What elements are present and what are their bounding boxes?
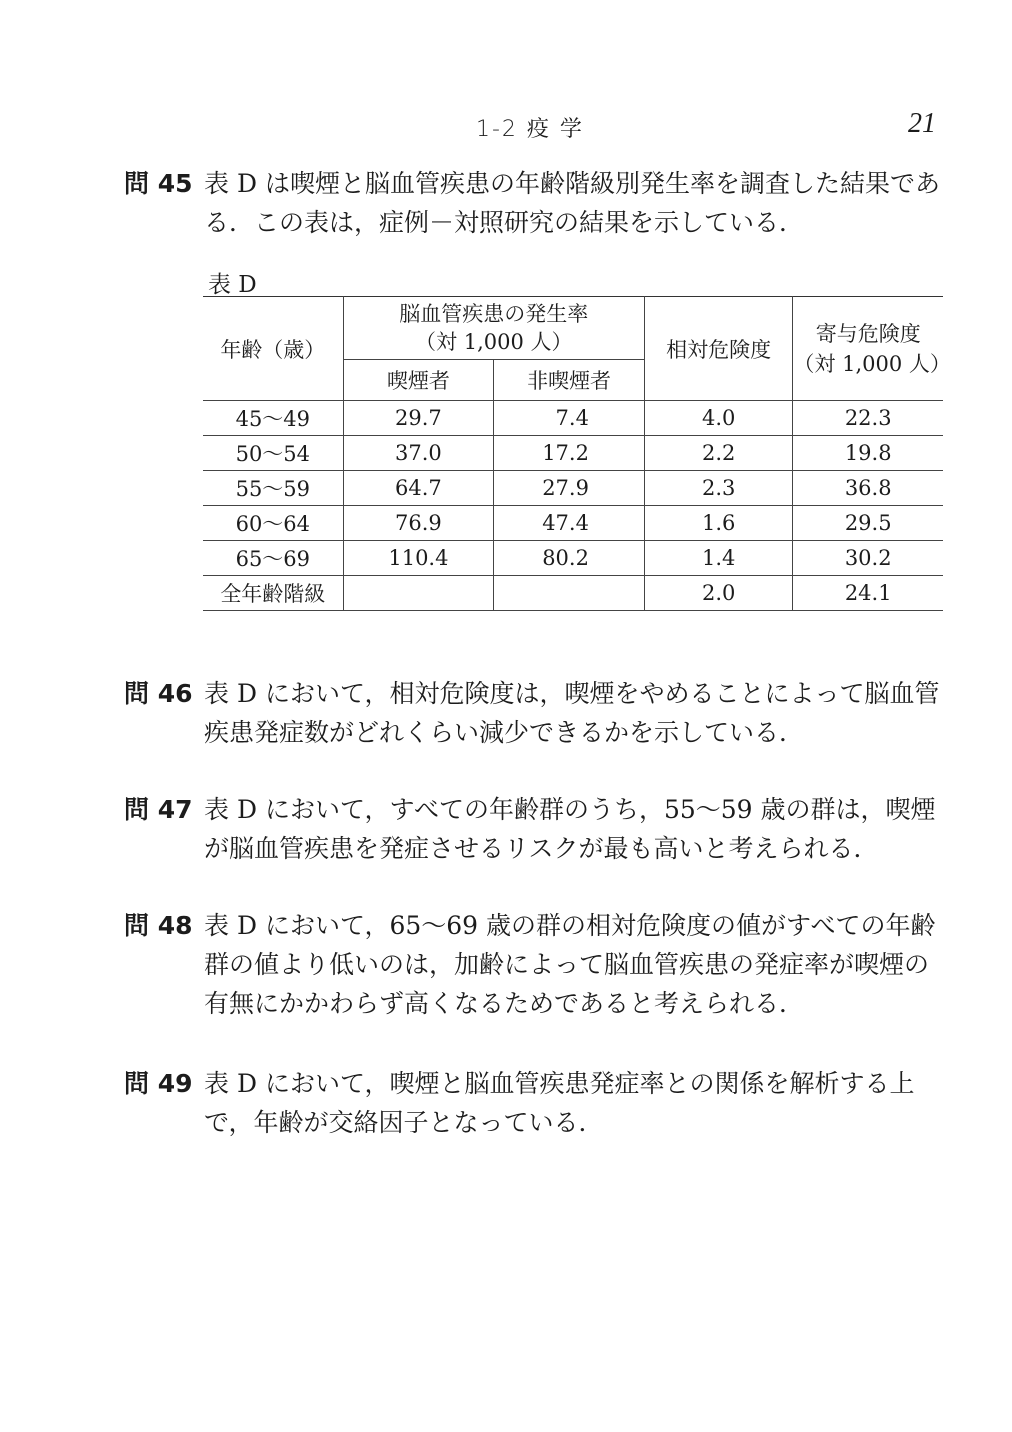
header-attributable-line1: 寄与危険度: [815, 321, 921, 346]
header-incidence-line2: （対 1,000 人）: [415, 330, 573, 354]
cell-age: 全年齢階級: [203, 576, 343, 611]
cell-age: 50～54: [203, 436, 343, 471]
cell-attributable-risk: 29.5: [793, 506, 943, 541]
table-row: [203, 436, 943, 471]
table-row: [203, 401, 943, 436]
cell-nonsmoker: [494, 576, 645, 611]
question-text: 表 D において，65～69 歳の群の相対危険度の値がすべての年齢群の値より低いのは，加齢によって脳血管疾患の発症率が喫煙の有無にかかわらず高くなるためであると考えられる．: [204, 911, 936, 1018]
cell-nonsmoker: 27.9: [494, 471, 645, 506]
table-row: [203, 541, 943, 576]
cell-age: 55～59: [203, 471, 343, 506]
cell-smoker: 37.0: [343, 436, 494, 471]
cell-relative-risk: 2.2: [644, 436, 792, 471]
cell-attributable-risk: 24.1: [793, 576, 943, 611]
header-relative-risk: 相対危険度: [644, 297, 792, 401]
header-incidence: [343, 297, 644, 360]
cell-age: 60～64: [203, 506, 343, 541]
question-number: 問 47: [124, 795, 193, 824]
cell-smoker: 76.9: [343, 506, 494, 541]
cell-attributable-risk: 30.2: [793, 541, 943, 576]
table-label: 表 D: [208, 272, 257, 298]
cell-relative-risk: 4.0: [644, 401, 792, 436]
question-text: 表 D において，すべての年齢群のうち，55～59 歳の群は，喫煙が脳血管疾患を発症させるリスクが最も高いと考えられる．: [204, 795, 936, 863]
cell-nonsmoker: 80.2: [494, 541, 645, 576]
question-number: 問 45: [124, 169, 193, 198]
table-row: [203, 576, 943, 611]
table-row: [203, 506, 943, 541]
cell-smoker: [343, 576, 494, 611]
incidence-table: [203, 296, 951, 611]
header-incidence-line1: 脳血管疾患の発生率: [399, 302, 589, 326]
cell-relative-risk: 1.6: [644, 506, 792, 541]
cell-attributable-risk: 19.8: [793, 436, 943, 471]
cell-nonsmoker: 17.2: [494, 436, 645, 471]
question-text: 表 D において，喫煙と脳血管疾患発症率との関係を解析する上で，年齢が交絡因子となっている．: [204, 1069, 915, 1137]
cell-age: 65～69: [203, 541, 343, 576]
cell-relative-risk: 1.4: [644, 541, 792, 576]
question-text: 表 D において，相対危険度は，喫煙をやめることによって脳血管疾患発症数がどれくらい減少できるかを示している．: [204, 679, 940, 747]
question-number: 問 49: [124, 1069, 193, 1098]
running-header: [0, 108, 1012, 146]
question-text: 表 D は喫煙と脳血管疾患の年齢階級別発生率を調査した結果である．この表は，症例－対照研究の結果を示している．: [204, 169, 940, 237]
header-nonsmoker: 非喫煙者: [494, 360, 645, 401]
page-number: 21: [908, 108, 936, 139]
cell-relative-risk: 2.0: [644, 576, 792, 611]
table-row: [203, 471, 943, 506]
cell-relative-risk: 2.3: [644, 471, 792, 506]
cell-age: 45～49: [203, 401, 343, 436]
header-attributable-risk: [793, 297, 951, 401]
cell-nonsmoker: 47.4: [494, 506, 645, 541]
question-number: 問 46: [124, 679, 193, 708]
cell-smoker: 29.7: [343, 401, 494, 436]
cell-attributable-risk: 36.8: [793, 471, 943, 506]
question-number: 問 48: [124, 911, 193, 940]
header-smoker: 喫煙者: [343, 360, 494, 401]
cell-smoker: 64.7: [343, 471, 494, 506]
header-attributable-line2: （対 1,000 人）: [793, 351, 951, 376]
header-age: 年齢（歳）: [203, 297, 343, 401]
chapter-title: 1-2 疫 学: [476, 117, 584, 142]
cell-nonsmoker: 7.4: [494, 401, 645, 436]
cell-smoker: 110.4: [343, 541, 494, 576]
cell-attributable-risk: 22.3: [793, 401, 943, 436]
